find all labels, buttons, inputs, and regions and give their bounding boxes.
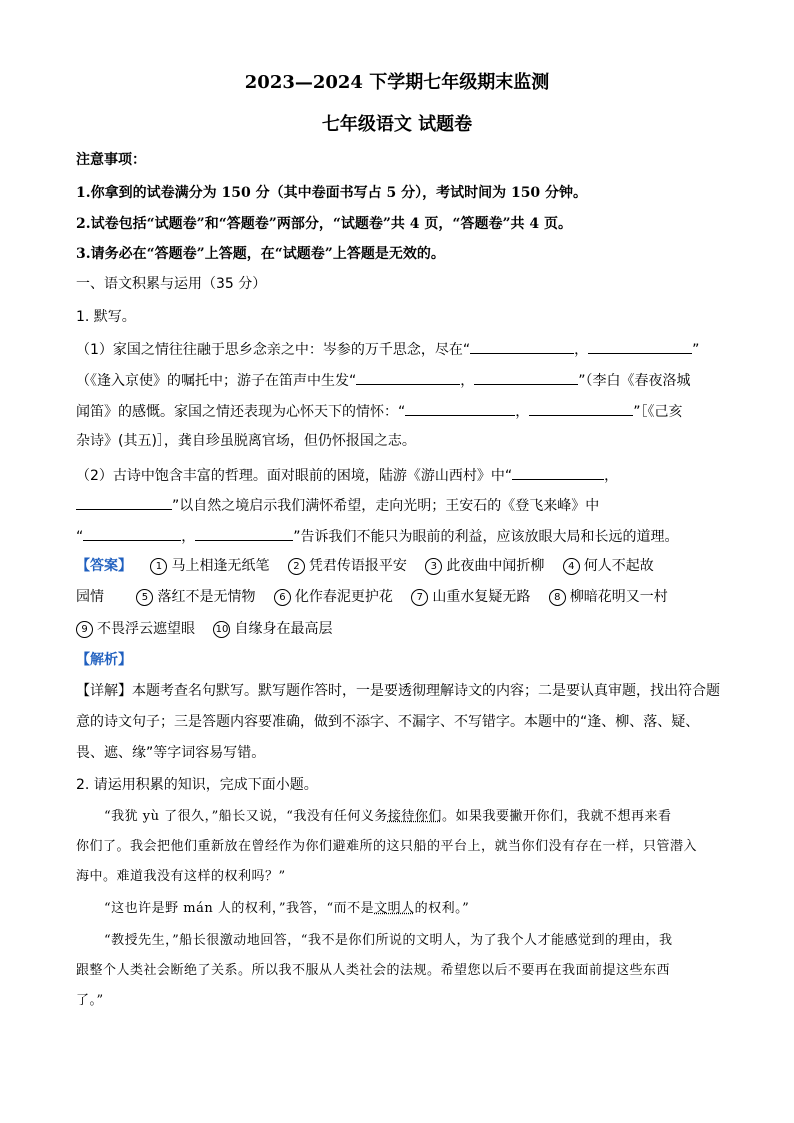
number-circle: 9 [76, 621, 93, 638]
answer-item: 凭君传语报平安 [308, 558, 407, 574]
passage-part: 。如果我要撇开你们，我就不想再来看 [441, 809, 672, 824]
answer-item: 自缘身在最高层 [234, 621, 333, 637]
passage-line: “教授先生，”船长很激动地回答，“我不是你们所说的文明人，为了我个人才能感觉到的理由，我 [104, 933, 673, 948]
passage-line: 跟整个人类社会断绝了关系。所以我不服从人类社会的法规。希望您以后不要再在我面前提这些东西 [76, 963, 671, 978]
question-text [76, 400, 683, 422]
passage-line: 了。” [76, 993, 104, 1008]
question-text-part: ” [692, 342, 700, 358]
comma: ， [604, 468, 619, 484]
answer-item: 柳暗花明又一村 [569, 589, 668, 605]
answer-blank[interactable] [405, 400, 515, 416]
answer-item: 不畏浮云遮望眼 [97, 621, 195, 637]
comma: ， [574, 342, 589, 358]
dotted-word: 接待你们 [387, 809, 442, 824]
question-label: 2. 请运用积累的知识，完成下面小题。 [76, 777, 318, 793]
analysis-text: 意的诗文句子；三是答题内容要准确，做到不添字、不漏字、不写错字。本题中的“逢、柳、落、疑、 [76, 714, 700, 730]
answer-blank[interactable] [474, 369, 578, 385]
comma: ， [460, 373, 475, 389]
number-circle: 6 [274, 589, 291, 606]
passage-line [104, 807, 671, 827]
note-item: 3.请务必在“答题卷”上答题，在“试题卷”上答题是无效的。 [76, 246, 445, 262]
passage-part: 的权利。” [414, 901, 470, 916]
question-text [76, 338, 699, 360]
passage-line [104, 899, 469, 919]
number-circle: 5 [136, 589, 153, 606]
note-item: 1.你拿到的试卷满分为 150 分（其中卷面书写占 5 分），考试时间为 150 分钟。 [76, 185, 588, 201]
analysis-text: 【详解】本题考查名句默写。默写题作答时，一是要透彻理解诗文的内容；二是要认真审题，找出符合题 [76, 683, 720, 699]
answer-row [76, 587, 668, 607]
number-circle: 2 [288, 558, 305, 575]
answer-item: 此夜曲中闻折柳 [446, 558, 545, 574]
question-text [76, 369, 691, 391]
question-text: 杂诗》(其五)］，龚自珍虽脱离官场，但仍怀报国之志。 [76, 433, 416, 449]
question-text-part: ”［《己亥 [633, 404, 683, 420]
answer-blank[interactable] [76, 494, 172, 510]
answer-blank[interactable] [588, 338, 692, 354]
number-circle: 8 [549, 589, 566, 606]
answer-blank[interactable] [529, 400, 633, 416]
passage-part: “我犹 yù 了很久，”船长又说，“我没有任何义务 [104, 809, 388, 824]
answer-item: 山重水复疑无路 [432, 589, 531, 605]
question-text-part: （1）家国之情往往融于思乡念亲之中：岑参的万千思念，尽在“ [76, 342, 471, 358]
comma: ， [515, 404, 530, 420]
answer-item: 马上相逢无纸笔 [171, 558, 270, 574]
section-heading: 一、语文积累与运用（35 分） [76, 276, 267, 292]
dotted-word: 文明人 [374, 901, 415, 916]
analysis-label: 【解析】 [76, 652, 132, 668]
number-circle: 7 [411, 589, 428, 606]
question-text-part: ”告诉我们不能只为眼前的利益，应该放眼大局和长远的道理。 [293, 529, 679, 545]
comma: ， [181, 529, 196, 545]
question-text-part: （《逢入京使》的嘱托中；游子在笛声中生发“ [76, 373, 357, 389]
question-text-part: 闻笛》的感慨。家国之情还表现为心怀天下的情怀：“ [76, 404, 406, 420]
passage-part: “这也许是野 mán 人的权利，”我答，“而不是 [104, 901, 375, 916]
number-circle: 10 [213, 621, 230, 638]
question-text [76, 464, 618, 486]
question-label: 1. 默写。 [76, 309, 136, 325]
answer-blank[interactable] [195, 525, 293, 541]
exam-subtitle: 七年级语文 试题卷 [321, 114, 473, 135]
analysis-text: 畏、遮、缘”等字词容易写错。 [76, 745, 266, 761]
question-text-part: ”（李白《春夜洛城 [578, 373, 691, 389]
note-item: 2.试卷包括“试题卷”和“答题卷”两部分，“试题卷”共 4 页，“答题卷”共 4 页。 [76, 216, 573, 232]
question-text-part: （2）古诗中饱含丰富的哲理。面对眼前的困境，陆游《游山西村》中“ [76, 468, 513, 484]
number-circle: 4 [563, 558, 580, 575]
answer-blank[interactable] [512, 464, 604, 480]
answer-item: 园情 [76, 589, 104, 605]
answer-label: 【答案】 [76, 558, 132, 574]
answer-blank[interactable] [470, 338, 574, 354]
answer-item: 化作春泥更护花 [294, 589, 393, 605]
answer-blank[interactable] [356, 369, 460, 385]
question-text [76, 494, 599, 516]
question-text-part: “ [76, 529, 84, 545]
passage-line: 海中。难道我没有这样的权利吗？” [76, 869, 286, 884]
exam-title: 2023—2024 下学期七年级期末监测 [244, 72, 550, 93]
answer-blank[interactable] [83, 525, 181, 541]
answer-row [76, 619, 332, 639]
question-text [76, 525, 679, 547]
passage-line: 你们了。我会把他们重新放在曾经作为你们避难所的这只船的平台上，就当你们没有存在一样，只管潜入 [76, 839, 698, 854]
notes-heading: 注意事项： [76, 152, 146, 168]
answer-item: 何人不起故 [583, 558, 654, 574]
number-circle: 3 [425, 558, 442, 575]
answer-row [76, 556, 654, 576]
question-text-part: ”以自然之境启示我们满怀希望，走向光明；王安石的《登飞来峰》中 [172, 498, 600, 514]
number-circle: 1 [150, 558, 167, 575]
answer-item: 落红不是无情物 [157, 589, 256, 605]
